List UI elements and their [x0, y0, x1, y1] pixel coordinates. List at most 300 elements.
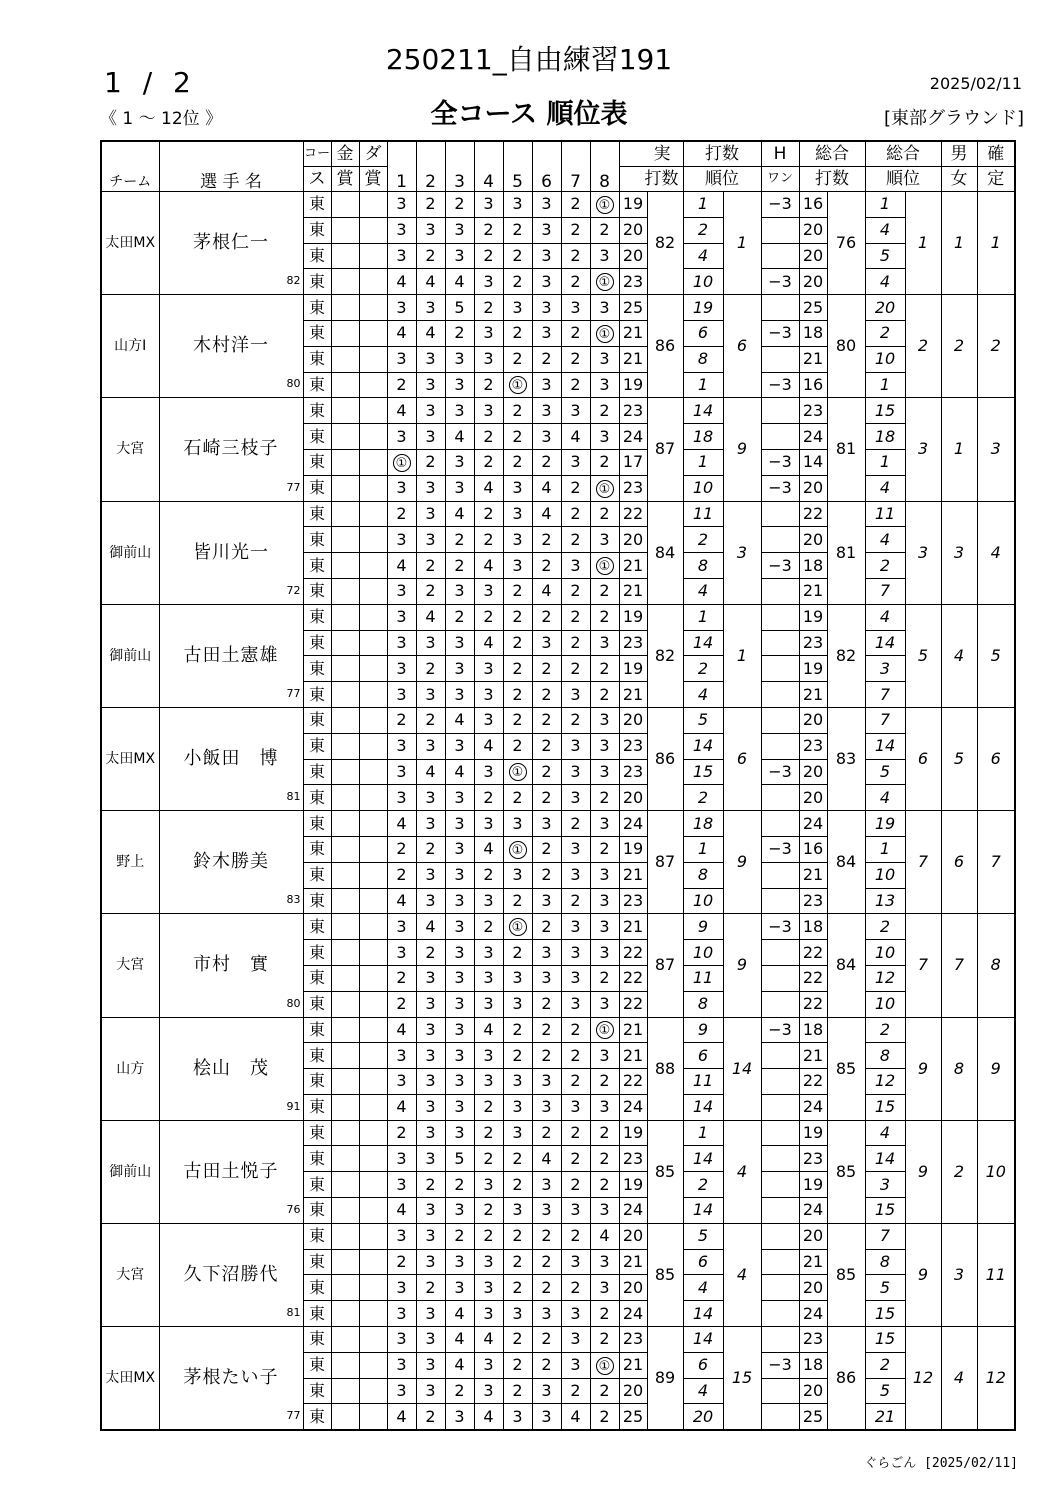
gold-cell — [331, 578, 359, 604]
round-total-rank: 2 — [865, 914, 905, 940]
hole-score: 3 — [416, 1017, 445, 1043]
hole-score: 2 — [590, 578, 619, 604]
hole-score — [590, 1352, 619, 1378]
hole-score: 3 — [416, 475, 445, 501]
table-row — [101, 1223, 1015, 1249]
hole-score: 4 — [387, 269, 416, 295]
round-total-rank: 10 — [865, 991, 905, 1017]
hole-in-one-bonus — [761, 424, 799, 450]
round-rank: 1 — [683, 192, 723, 218]
col-hole-7: 7 — [561, 141, 590, 192]
round-total-rank: 1 — [865, 192, 905, 218]
hole-score: 3 — [503, 295, 532, 321]
round-sum: 22 — [619, 991, 647, 1017]
hole-score: 3 — [445, 940, 474, 966]
hole-score: 3 — [503, 965, 532, 991]
hole-in-one-bonus — [761, 811, 799, 837]
stroke-rank: 1 — [723, 192, 761, 295]
final-rank: 10 — [977, 1120, 1015, 1223]
round-sum: 25 — [619, 295, 647, 321]
hole-score: 2 — [532, 759, 561, 785]
hole-score: 4 — [387, 811, 416, 837]
course-cell: 東 — [303, 295, 331, 321]
course-cell: 東 — [303, 1301, 331, 1327]
round-total-rank: 15 — [865, 1198, 905, 1224]
hole-in-one-score: ① — [596, 196, 614, 214]
total-strokes: 81 — [827, 501, 865, 604]
table-row — [101, 1327, 1015, 1353]
table-row — [101, 914, 1015, 940]
hole-score: 2 — [532, 346, 561, 372]
hole-score: 3 — [503, 811, 532, 837]
table-row — [101, 811, 1015, 837]
round-rank: 18 — [683, 424, 723, 450]
hole-score: 2 — [503, 940, 532, 966]
hole-score: 3 — [532, 811, 561, 837]
round-rank: 10 — [683, 940, 723, 966]
gold-cell — [331, 991, 359, 1017]
hole-score: 4 — [445, 1352, 474, 1378]
hole-score: 3 — [561, 785, 590, 811]
round-rank: 14 — [683, 1198, 723, 1224]
hole-score: 3 — [474, 398, 503, 424]
round-net: 20 — [799, 475, 827, 501]
team-cell: 太田MX — [101, 192, 159, 295]
da-cell — [359, 604, 387, 630]
hole-in-one-bonus — [761, 1172, 799, 1198]
round-total-rank: 3 — [865, 656, 905, 682]
hole-score: 2 — [532, 991, 561, 1017]
round-net: 24 — [799, 1198, 827, 1224]
round-rank: 11 — [683, 1069, 723, 1095]
hole-score: 3 — [561, 1352, 590, 1378]
total-strokes: 85 — [827, 1017, 865, 1120]
round-rank: 14 — [683, 398, 723, 424]
da-cell — [359, 1249, 387, 1275]
final-rank: 12 — [977, 1327, 1015, 1431]
course-cell: 東 — [303, 449, 331, 475]
hole-in-one-bonus — [761, 501, 799, 527]
hole-score — [590, 475, 619, 501]
hole-score: 3 — [590, 1275, 619, 1301]
round-net: 21 — [799, 682, 827, 708]
hole-score: 2 — [503, 578, 532, 604]
round-net: 22 — [799, 991, 827, 1017]
stroke-rank: 3 — [723, 501, 761, 604]
round-total-rank: 12 — [865, 1069, 905, 1095]
da-cell — [359, 475, 387, 501]
hole-score: 3 — [387, 243, 416, 269]
course-cell: 東 — [303, 759, 331, 785]
hole-score: 3 — [445, 914, 474, 940]
round-net: 20 — [799, 1275, 827, 1301]
hole-score: 3 — [474, 888, 503, 914]
hole-score: 3 — [561, 682, 590, 708]
round-rank: 6 — [683, 320, 723, 346]
hole-score: 2 — [561, 192, 590, 218]
hole-score: 3 — [561, 553, 590, 579]
da-cell — [359, 320, 387, 346]
hole-score: 2 — [532, 682, 561, 708]
hole-score — [387, 449, 416, 475]
hole-score: 3 — [590, 862, 619, 888]
col-hole-1: 1 — [387, 141, 416, 192]
round-net: 24 — [799, 1301, 827, 1327]
round-sum: 21 — [619, 346, 647, 372]
hole-score: 2 — [532, 1223, 561, 1249]
player-name-cell — [159, 501, 303, 604]
col-name: 選 手 名 — [159, 141, 303, 192]
actual-strokes: 87 — [647, 398, 683, 501]
sex-rank: 1 — [941, 192, 977, 295]
player-age: 81 — [286, 790, 301, 804]
total-strokes: 84 — [827, 914, 865, 1017]
hole-in-one-bonus: −3 — [761, 449, 799, 475]
hole-score: 2 — [561, 346, 590, 372]
hole-score: 3 — [474, 1378, 503, 1404]
stroke-rank: 9 — [723, 914, 761, 1017]
col-actual-bottom: 打数 — [619, 167, 683, 192]
hole-score: 3 — [387, 1352, 416, 1378]
col-strokes-rank-bottom: 順位 — [683, 167, 761, 192]
hole-in-one-score: ① — [509, 376, 527, 394]
gold-cell — [331, 940, 359, 966]
round-rank: 8 — [683, 991, 723, 1017]
round-rank: 1 — [683, 372, 723, 398]
hole-in-one-bonus — [761, 398, 799, 424]
table-row — [101, 604, 1015, 630]
round-total-rank: 2 — [865, 1352, 905, 1378]
col-gold-top: 金 — [331, 141, 359, 167]
rank-range-label: 《 1 ～ 12位 》 — [100, 109, 223, 129]
hole-score: 4 — [445, 269, 474, 295]
hole-score: 3 — [416, 1249, 445, 1275]
gold-cell — [331, 965, 359, 991]
round-sum: 19 — [619, 1120, 647, 1146]
player-name: 古田土憲雄 — [183, 644, 279, 666]
hole-score: 3 — [532, 1094, 561, 1120]
hole-score: 2 — [561, 578, 590, 604]
round-net: 23 — [799, 888, 827, 914]
hole-score: 3 — [561, 1327, 590, 1353]
round-sum: 20 — [619, 1275, 647, 1301]
hole-in-one-bonus: −3 — [761, 192, 799, 218]
hole-score: 3 — [474, 811, 503, 837]
hole-score: 3 — [387, 1172, 416, 1198]
col-final-top: 確 — [977, 141, 1015, 167]
round-total-rank: 10 — [865, 346, 905, 372]
da-cell — [359, 1378, 387, 1404]
hole-in-one-bonus — [761, 578, 799, 604]
da-cell — [359, 398, 387, 424]
round-total-rank: 4 — [865, 475, 905, 501]
gold-cell — [331, 398, 359, 424]
hole-score: 3 — [445, 630, 474, 656]
hole-score: 4 — [445, 424, 474, 450]
player-name-cell — [159, 1120, 303, 1223]
hole-score: 3 — [445, 888, 474, 914]
round-sum: 21 — [619, 914, 647, 940]
course-cell: 東 — [303, 1378, 331, 1404]
hole-score: 2 — [503, 785, 532, 811]
player-age: 77 — [286, 480, 301, 494]
hole-score: 2 — [590, 1327, 619, 1353]
stroke-rank: 4 — [723, 1120, 761, 1223]
results-table — [100, 140, 1016, 1431]
hole-score: 3 — [387, 733, 416, 759]
round-sum: 19 — [619, 656, 647, 682]
hole-score: 3 — [387, 424, 416, 450]
hole-score: 3 — [416, 862, 445, 888]
hole-score: 2 — [590, 604, 619, 630]
round-net: 23 — [799, 630, 827, 656]
round-total-rank: 15 — [865, 1301, 905, 1327]
hole-in-one-bonus — [761, 1275, 799, 1301]
hole-score: 2 — [503, 217, 532, 243]
hole-score: 2 — [561, 269, 590, 295]
hole-score: 4 — [474, 1327, 503, 1353]
da-cell — [359, 527, 387, 553]
hole-score: 4 — [445, 501, 474, 527]
round-net: 21 — [799, 862, 827, 888]
course-cell: 東 — [303, 553, 331, 579]
round-net: 23 — [799, 1146, 827, 1172]
da-cell — [359, 1146, 387, 1172]
hole-score: 3 — [590, 372, 619, 398]
hole-score: 3 — [416, 1094, 445, 1120]
hole-in-one-bonus: −3 — [761, 1352, 799, 1378]
hole-in-one-score: ① — [596, 273, 614, 291]
hole-score: 3 — [416, 1069, 445, 1095]
hole-score: 2 — [532, 1017, 561, 1043]
hole-score: 3 — [387, 192, 416, 218]
round-net: 24 — [799, 424, 827, 450]
team-cell: 大宮 — [101, 398, 159, 501]
da-cell — [359, 940, 387, 966]
hole-in-one-bonus — [761, 1120, 799, 1146]
hole-in-one-bonus — [761, 862, 799, 888]
hole-score: 3 — [474, 346, 503, 372]
hole-score: 2 — [561, 1120, 590, 1146]
da-cell — [359, 346, 387, 372]
round-net: 20 — [799, 785, 827, 811]
da-cell — [359, 1198, 387, 1224]
hole-score: 3 — [590, 888, 619, 914]
hole-score: 2 — [503, 682, 532, 708]
hole-score: 4 — [387, 1094, 416, 1120]
hole-score: 4 — [445, 759, 474, 785]
hole-score: 3 — [590, 630, 619, 656]
round-sum: 19 — [619, 372, 647, 398]
gold-cell — [331, 372, 359, 398]
hole-score: 2 — [532, 527, 561, 553]
round-net: 20 — [799, 1378, 827, 1404]
hole-score: 4 — [445, 707, 474, 733]
da-cell — [359, 1094, 387, 1120]
stroke-rank: 9 — [723, 398, 761, 501]
hole-score: 3 — [503, 192, 532, 218]
hole-score: 2 — [474, 1146, 503, 1172]
round-total-rank: 19 — [865, 811, 905, 837]
hole-score: 4 — [387, 320, 416, 346]
hole-score: 3 — [387, 578, 416, 604]
hole-score: 2 — [561, 320, 590, 346]
hole-score: 2 — [474, 527, 503, 553]
hole-score: 2 — [416, 449, 445, 475]
round-total-rank: 5 — [865, 1275, 905, 1301]
total-rank: 5 — [905, 604, 941, 707]
hole-score: 2 — [590, 1120, 619, 1146]
da-cell — [359, 733, 387, 759]
round-rank: 2 — [683, 217, 723, 243]
sex-rank: 1 — [941, 398, 977, 501]
player-name-cell — [159, 604, 303, 707]
round-net: 18 — [799, 553, 827, 579]
hole-in-one-bonus — [761, 1223, 799, 1249]
round-rank: 2 — [683, 527, 723, 553]
hole-score: 2 — [590, 217, 619, 243]
hole-score: 3 — [387, 346, 416, 372]
hole-score: 4 — [387, 1404, 416, 1430]
round-total-rank: 15 — [865, 1094, 905, 1120]
hole-score: 3 — [532, 320, 561, 346]
course-cell: 東 — [303, 527, 331, 553]
team-cell: 大宮 — [101, 914, 159, 1017]
round-sum: 20 — [619, 243, 647, 269]
hole-score: 3 — [445, 346, 474, 372]
hole-score: 3 — [561, 759, 590, 785]
round-sum: 20 — [619, 527, 647, 553]
total-strokes: 86 — [827, 1327, 865, 1431]
course-cell: 東 — [303, 1069, 331, 1095]
total-strokes: 82 — [827, 604, 865, 707]
hole-score: 3 — [474, 1249, 503, 1275]
round-net: 20 — [799, 707, 827, 733]
da-cell — [359, 553, 387, 579]
round-sum: 23 — [619, 630, 647, 656]
player-name-cell — [159, 1017, 303, 1120]
hole-score: 2 — [561, 243, 590, 269]
hole-score: 4 — [387, 398, 416, 424]
hole-score: 3 — [445, 811, 474, 837]
hole-score: 3 — [387, 914, 416, 940]
hole-score: 3 — [532, 1198, 561, 1224]
hole-score: 3 — [387, 1223, 416, 1249]
da-cell — [359, 656, 387, 682]
hole-score: 2 — [503, 1327, 532, 1353]
da-cell — [359, 192, 387, 218]
col-total-bottom: 打数 — [799, 167, 865, 192]
da-cell — [359, 295, 387, 321]
hole-score: 2 — [474, 243, 503, 269]
player-age: 91 — [286, 1099, 301, 1113]
hole-score: 2 — [503, 1378, 532, 1404]
round-rank: 19 — [683, 295, 723, 321]
course-cell: 東 — [303, 1146, 331, 1172]
course-cell: 東 — [303, 1404, 331, 1430]
hole-score: 3 — [561, 1198, 590, 1224]
hole-score: 3 — [561, 1301, 590, 1327]
hole-score: 2 — [561, 217, 590, 243]
gold-cell — [331, 862, 359, 888]
hole-in-one-bonus: −3 — [761, 320, 799, 346]
round-rank: 9 — [683, 914, 723, 940]
hole-score: 3 — [474, 578, 503, 604]
round-net: 18 — [799, 1352, 827, 1378]
hole-score: 3 — [503, 1198, 532, 1224]
gold-cell — [331, 733, 359, 759]
col-total-rank-bottom: 順位 — [865, 167, 941, 192]
da-cell — [359, 501, 387, 527]
hole-score: 3 — [590, 811, 619, 837]
col-strokes-rank-top: 打数 — [683, 141, 761, 167]
team-cell: 山方Ⅰ — [101, 295, 159, 398]
hole-score: 3 — [387, 1301, 416, 1327]
round-net: 24 — [799, 1094, 827, 1120]
round-sum: 20 — [619, 707, 647, 733]
hole-score: 2 — [561, 1043, 590, 1069]
hole-in-one-bonus: −3 — [761, 914, 799, 940]
hole-score: 2 — [503, 1275, 532, 1301]
round-total-rank: 1 — [865, 449, 905, 475]
gold-cell — [331, 1223, 359, 1249]
hole-score — [590, 553, 619, 579]
hole-score: 2 — [503, 1172, 532, 1198]
hole-score: 3 — [561, 940, 590, 966]
hole-in-one-bonus — [761, 1198, 799, 1224]
course-cell: 東 — [303, 914, 331, 940]
hole-score: 2 — [561, 630, 590, 656]
course-cell: 東 — [303, 1120, 331, 1146]
hole-in-one-bonus — [761, 1146, 799, 1172]
hole-score: 3 — [474, 1043, 503, 1069]
gold-cell — [331, 811, 359, 837]
hole-score: 3 — [532, 888, 561, 914]
gold-cell — [331, 269, 359, 295]
course-cell: 東 — [303, 501, 331, 527]
hole-score: 3 — [416, 398, 445, 424]
hole-score: 3 — [416, 785, 445, 811]
hole-score: 3 — [532, 1378, 561, 1404]
gold-cell — [331, 707, 359, 733]
round-net: 20 — [799, 759, 827, 785]
da-cell — [359, 1043, 387, 1069]
actual-strokes: 82 — [647, 192, 683, 295]
hole-score: 3 — [590, 346, 619, 372]
col-hole-5: 5 — [503, 141, 532, 192]
hole-score: 4 — [561, 1404, 590, 1430]
hole-in-one-bonus: −3 — [761, 269, 799, 295]
course-cell: 東 — [303, 707, 331, 733]
player-age: 77 — [286, 1409, 301, 1423]
hole-score: 3 — [387, 1378, 416, 1404]
hole-score: 3 — [445, 398, 474, 424]
hole-score: 2 — [532, 733, 561, 759]
player-name: 石崎三枝子 — [183, 438, 279, 460]
hole-in-one-bonus — [761, 1043, 799, 1069]
round-rank: 2 — [683, 785, 723, 811]
hole-score: 3 — [387, 630, 416, 656]
hole-score: 3 — [532, 192, 561, 218]
round-rank: 5 — [683, 1223, 723, 1249]
hole-score: 3 — [387, 656, 416, 682]
sex-rank: 5 — [941, 707, 977, 810]
round-total-rank: 21 — [865, 1404, 905, 1430]
round-sum: 22 — [619, 965, 647, 991]
hole-score: 2 — [445, 527, 474, 553]
hole-score: 4 — [561, 424, 590, 450]
hole-score: 3 — [561, 1249, 590, 1275]
